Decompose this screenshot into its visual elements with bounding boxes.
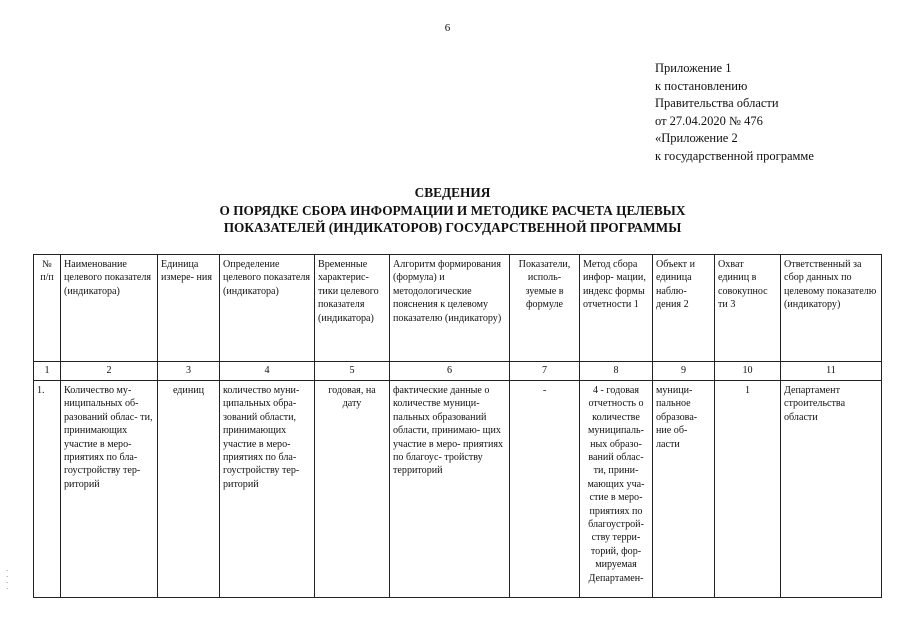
table-column-numbers-row	[34, 362, 882, 381]
column-number: 9	[653, 362, 715, 381]
cell-algorithm: фактические данные о количестве муници- пальных образований области, принимаю- щих участие в меро- приятиях по благоус- тройству территорий	[390, 381, 510, 598]
cell-number: 1.	[34, 381, 61, 598]
header-cell-unit: Единица измере- ния	[158, 255, 220, 362]
page-number: 6	[444, 22, 451, 34]
column-number: 3	[158, 362, 220, 381]
header-cell-algorithm: Алгоритм формирования (формула) и методологические пояснения к целевому показателю (индикатору)	[390, 255, 510, 362]
header-cell-responsible: Ответственный за сбор данных по целевому показателю (индикатору)	[781, 255, 882, 362]
cell-formula-indicators: -	[510, 381, 580, 598]
title-line: ПОКАЗАТЕЛЕЙ (ИНДИКАТОРОВ) ГОСУДАРСТВЕННОЙ ПРОГРАММЫ	[223, 220, 682, 235]
column-number: 6	[390, 362, 510, 381]
column-number: 4	[220, 362, 315, 381]
header-cell-formula-indicators: Показатели, исполь- зуемые в формуле	[510, 255, 580, 362]
scan-margin-marks: · · · ·	[6, 567, 9, 593]
cell-indicator-name: Количество му- ниципальных об- разований облас- ти, принимающих участие в меро- приятиях по бла- гоустройству тер- риторий	[61, 381, 158, 598]
cell-responsible: Департамент строительства области	[781, 381, 882, 598]
header-cell-coverage: Охват единиц в совокупнос ти 3	[715, 255, 781, 362]
header-cell-collection-method: Метод сбора инфор- мации, индекс формы отчетности 1	[580, 255, 653, 362]
annex-line: «Приложение 2	[655, 131, 738, 146]
table-header-row	[34, 255, 882, 362]
header-cell-definition: Определение целевого показателя (индикатора)	[220, 255, 315, 362]
cell-observation-object: муници- пальное образова- ние об- ласти	[653, 381, 715, 598]
indicators-table	[33, 254, 882, 598]
annex-line: Приложение 1	[655, 61, 732, 75]
title-line: О ПОРЯДКЕ СБОРА ИНФОРМАЦИИ И МЕТОДИКЕ РАСЧЕТА ЦЕЛЕВЫХ	[219, 202, 686, 218]
table-row	[34, 381, 882, 598]
cell-collection-method: 4 - годовая отчетность о количестве муниципаль- ных образо- ваний облас- ти, прини- мающих уча- стие в меро- приятиях по благоустрой- ству терри- торий, фор- мируемая Департамен-	[580, 381, 653, 598]
header-cell-number: № п/п	[34, 255, 61, 362]
header-cell-indicator-name: Наименование целевого показателя (индикатора)	[61, 255, 158, 362]
column-number: 8	[580, 362, 653, 381]
column-number: 10	[715, 362, 781, 381]
annex-line: к государственной программе	[655, 148, 814, 163]
header-cell-time-characteristics: Временные характерис- тики целевого показателя (индикатора)	[315, 255, 390, 362]
annex-line: от 27.04.2020 № 476	[655, 113, 763, 128]
column-number: 11	[781, 362, 882, 381]
column-number: 2	[61, 362, 158, 381]
cell-unit: единиц	[158, 381, 220, 598]
annex-reference	[655, 60, 814, 166]
cell-time-characteristics: годовая, на дату	[315, 381, 390, 598]
cell-coverage: 1	[715, 381, 781, 598]
document-title	[0, 184, 905, 237]
column-number: 1	[34, 362, 61, 381]
header-cell-observation-object: Объект и единица наблю- дения 2	[653, 255, 715, 362]
annex-line: Правительства области	[655, 96, 779, 111]
column-number: 7	[510, 362, 580, 381]
cell-definition: количество муни- ципальных обра- зований области, принимающих участие в меро- приятиях по бла- гоустройству тер- риторий	[220, 381, 315, 598]
annex-line: к постановлению	[655, 78, 748, 93]
title-line: СВЕДЕНИЯ	[414, 185, 491, 200]
column-number: 5	[315, 362, 390, 381]
